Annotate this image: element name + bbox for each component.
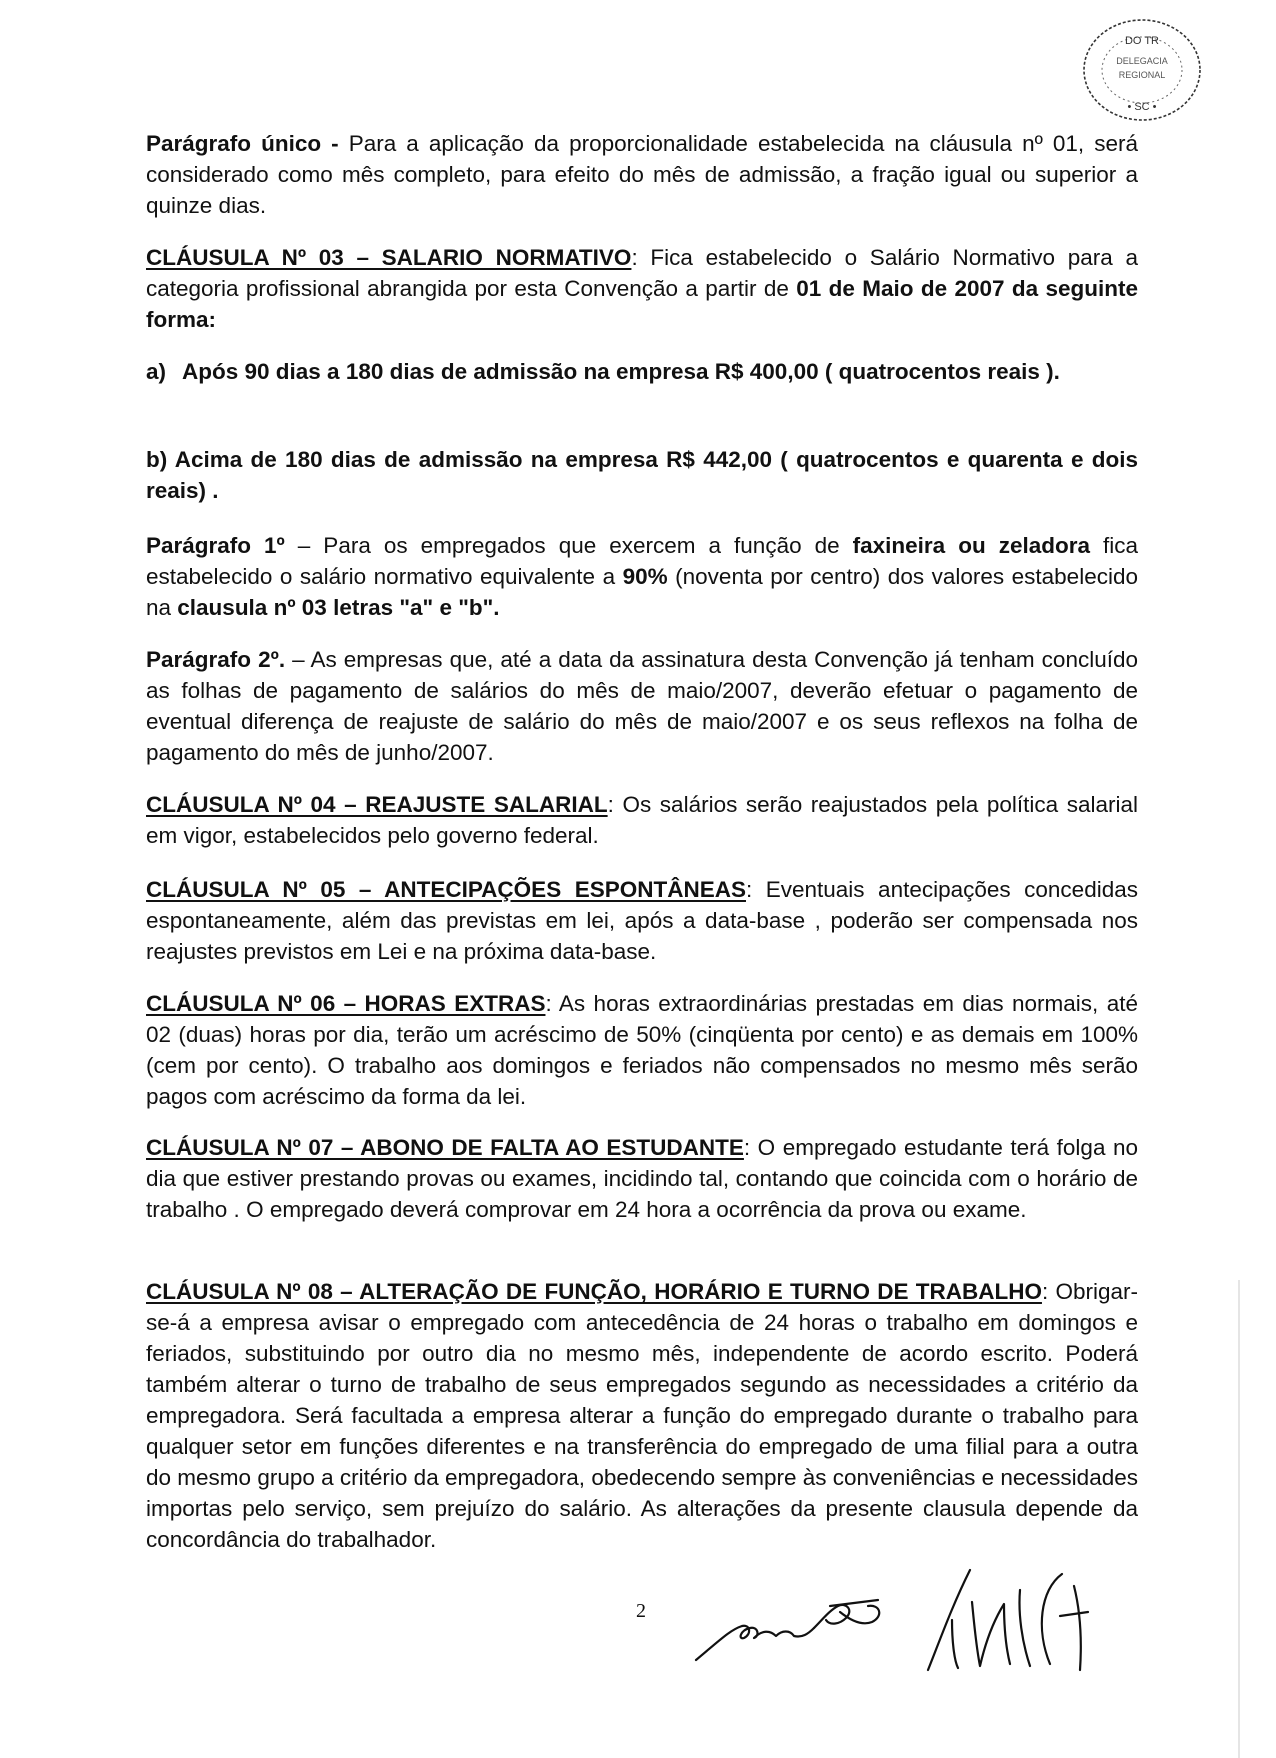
clausula-04-title: CLÁUSULA Nº 04 – REAJUSTE SALARIAL: [146, 792, 608, 817]
paragrafo-1: [146, 530, 1138, 623]
clausula-08-title: CLÁUSULA Nº 08 – ALTERAÇÃO DE FUNÇÃO, HORÁRIO E TURNO DE TRABALHO: [146, 1279, 1042, 1304]
clausula-07-text: : O empregado estudante terá folga no dia que estiver prestando provas ou exames, incidindo tal, contando que coincida com o horário de trabalho . O empregado deverá comprovar em 24 hora a ocorrência da prova ou exame.: [146, 1135, 1138, 1222]
item-a-text: Após 90 dias a 180 dias de admissão na empresa R$ 400,00 ( quatrocentos reais ).: [182, 359, 1060, 384]
svg-text:• SC •: • SC •: [1127, 101, 1157, 113]
clausula-03-title: CLÁUSULA Nº 03 – SALARIO NORMATIVO: [146, 245, 632, 270]
item-b: [146, 444, 1138, 506]
clausula-08-text: : Obrigar-se-á a empresa avisar o empregado com antecedência de 24 horas o trabalho em domingos e feriados, substituindo por outro dia no mesmo mês, independente de acordo escrito. Poderá também alterar o turno de trabalho de seus empregados segundo as necessidades a critério da empregadora. Será facultada a empresa alterar a função do empregado durante o trabalho para qualquer setor em funções diferentes e na transferência do empregado de uma filial para a outra do mesmo grupo a critério da empregadora, obedecendo sempre às conveniências e necessidades importas pelo serviço, sem prejuízo do salário. As alterações da presente clausula depende da concordância do trabalhador.: [146, 1279, 1138, 1552]
paragraph-unico: [146, 128, 1138, 221]
paragraph-unico-label: Parágrafo único -: [146, 131, 339, 156]
clausula-05-title: CLÁUSULA Nº 05 – ANTECIPAÇÕES ESPONTÂNEAS: [146, 877, 746, 902]
clausula-06: [146, 988, 1138, 1112]
clausula-07-title: CLÁUSULA Nº 07 – ABONO DE FALTA AO ESTUDANTE: [146, 1135, 744, 1160]
paragraph-unico-text: Para a aplicação da proporcionalidade estabelecida na cláusula nº 01, será considerado como mês completo, para efeito do mês de admissão, a fração igual ou superior a quinze dias.: [146, 131, 1138, 218]
clausula-07: [146, 1132, 1138, 1225]
paragrafo-2-label: Parágrafo 2º.: [146, 647, 286, 672]
clausula-06-text: : As horas extraordinárias prestadas em dias normais, até 02 (duas) horas por dia, terão um acréscimo de 50% (cinqüenta por cento) e as demais em 100% (cem por cento). O trabalho aos domingos e feriados não compensados no mesmo mês serão pagos com acréscimo da forma da lei.: [146, 991, 1138, 1109]
handwritten-signatures: [690, 1560, 1120, 1680]
item-b-text: Acima de 180 dias de admissão na empresa R$ 442,00 ( quatrocentos e quarenta e dois reais) .: [146, 447, 1138, 503]
paragrafo-1-bold-1: faxineira ou zeladora: [852, 533, 1090, 558]
clausula-03-date: 01 de Maio de 2007 da seguinte forma:: [146, 276, 1138, 332]
item-b-marker: b): [146, 447, 168, 472]
svg-text:DO TR: DO TR: [1124, 35, 1160, 47]
paragrafo-1-text-1: – Para os empregados que exercem a função de: [284, 533, 853, 558]
official-stamp: [1076, 14, 1206, 126]
svg-text:REGIONAL: REGIONAL: [1118, 70, 1166, 80]
paragrafo-1-bold-3: clausula nº 03 letras "a" e "b".: [177, 595, 500, 620]
paragrafo-2-text: – As empresas que, até a data da assinatura desta Convenção já tenham concluído as folhas de pagamento de salários do mês de maio/2007, deverão efetuar o pagamento de eventual diferença de reajuste de salário do mês de maio/2007 e os seus reflexos na folha de pagamento do mês de junho/2007.: [146, 647, 1138, 765]
clausula-04-text: : Os salários serão reajustados pela política salarial em vigor, estabelecidos pelo governo federal.: [146, 792, 1138, 848]
svg-text:DELEGACIA: DELEGACIA: [1116, 56, 1168, 66]
paragrafo-1-bold-2: 90%: [622, 564, 668, 589]
clausula-05-text: : Eventuais antecipações concedidas espontaneamente, além das previstas em lei, após a data-base , poderão ser compensada nos reajustes previstos em Lei e na próxima data-base.: [146, 877, 1138, 964]
paragrafo-1-label: Parágrafo 1º: [146, 533, 285, 558]
clausula-04: [146, 789, 1138, 851]
item-a-marker: a): [146, 359, 167, 384]
clausula-08: [146, 1276, 1138, 1555]
scan-edge-line: [1238, 1280, 1240, 1758]
paragrafo-1-text-2: fica estabelecido o salário normativo equivalente a: [146, 533, 1139, 589]
clausula-03: [146, 242, 1138, 335]
paragrafo-1-text-3: (noventa por centro) dos valores estabelecido na: [146, 564, 1138, 620]
paragrafo-2: [146, 644, 1138, 768]
clausula-06-title: CLÁUSULA Nº 06 – HORAS EXTRAS: [146, 991, 546, 1016]
clausula-03-text: : Fica estabelecido o Salário Normativo para a categoria profissional abrangida por esta Convenção a partir de: [146, 245, 1138, 301]
page-number: 2: [636, 1600, 646, 1622]
clausula-05: [146, 874, 1138, 967]
